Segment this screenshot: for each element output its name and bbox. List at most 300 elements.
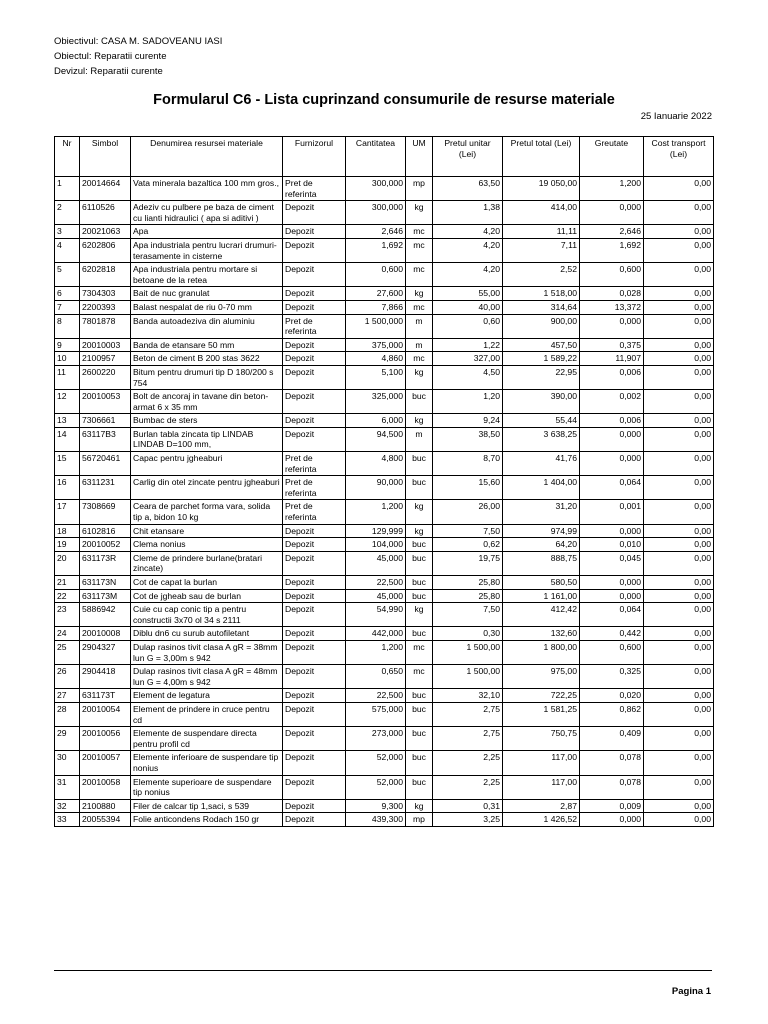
cell-furnizor: Pret de referinta — [283, 314, 346, 338]
table-row — [55, 287, 714, 301]
cell-pret-total: 117,00 — [503, 751, 580, 775]
table-row — [55, 665, 714, 689]
cell-um: buc — [406, 538, 433, 552]
cell-cantitate: 129,999 — [346, 524, 406, 538]
cell-cost-transport: 0,00 — [644, 427, 714, 451]
cell-denumire: Element de legatura — [131, 689, 283, 703]
cell-nr: 31 — [55, 775, 80, 799]
cell-cantitate: 22,500 — [346, 576, 406, 590]
cell-denumire: Balast nespalat de riu 0-70 mm — [131, 300, 283, 314]
cell-um: kg — [406, 603, 433, 627]
cell-um: buc — [406, 589, 433, 603]
cell-greutate: 2,646 — [580, 225, 644, 239]
col-simbol: Simbol — [80, 137, 131, 177]
cell-furnizor: Pret de referinta — [283, 177, 346, 201]
cell-nr: 14 — [55, 427, 80, 451]
cell-nr: 22 — [55, 589, 80, 603]
cell-pret-total: 22,95 — [503, 365, 580, 389]
table-row — [55, 799, 714, 813]
cell-pret-unitar: 3,25 — [433, 813, 503, 827]
cell-denumire: Elemente superioare de suspendare tip nonius — [131, 775, 283, 799]
cell-nr: 5 — [55, 263, 80, 287]
cell-cantitate: 4,800 — [346, 452, 406, 476]
cell-cost-transport: 0,00 — [644, 287, 714, 301]
cell-cantitate: 22,500 — [346, 689, 406, 703]
cell-nr: 13 — [55, 414, 80, 428]
cell-cantitate: 575,000 — [346, 702, 406, 726]
cell-furnizor: Depozit — [283, 263, 346, 287]
cell-denumire: Apa industriala pentru lucrari drumuri-terasamente in cisterne — [131, 238, 283, 262]
table-row — [55, 365, 714, 389]
cell-cantitate: 2,646 — [346, 225, 406, 239]
cell-greutate: 0,409 — [580, 727, 644, 751]
cell-cantitate: 300,000 — [346, 201, 406, 225]
cell-greutate: 0,078 — [580, 775, 644, 799]
cell-simbol: 2600220 — [80, 365, 131, 389]
cell-furnizor: Depozit — [283, 427, 346, 451]
cell-nr: 7 — [55, 300, 80, 314]
cell-greutate: 0,000 — [580, 524, 644, 538]
cell-pret-total: 2,87 — [503, 799, 580, 813]
cell-greutate: 1,200 — [580, 177, 644, 201]
cell-pret-unitar: 0,31 — [433, 799, 503, 813]
table-row — [55, 538, 714, 552]
cell-denumire: Apa — [131, 225, 283, 239]
cell-denumire: Element de prindere in cruce pentru cd — [131, 702, 283, 726]
cell-pret-unitar: 1,22 — [433, 338, 503, 352]
cell-simbol: 631173N — [80, 576, 131, 590]
cell-pret-unitar: 32,10 — [433, 689, 503, 703]
cell-furnizor: Pret de referinta — [283, 500, 346, 524]
cell-greutate: 0,028 — [580, 287, 644, 301]
cell-cost-transport: 0,00 — [644, 603, 714, 627]
cell-denumire: Dulap rasinos tivit clasa A gR = 48mm lun G = 4,00m s 942 — [131, 665, 283, 689]
cell-pret-total: 1 404,00 — [503, 476, 580, 500]
cell-greutate: 0,375 — [580, 338, 644, 352]
cell-simbol: 6202818 — [80, 263, 131, 287]
col-cost-transport: Cost transport (Lei) — [644, 137, 714, 177]
cell-furnizor: Depozit — [283, 799, 346, 813]
cell-um: m — [406, 314, 433, 338]
cell-pret-total: 64,20 — [503, 538, 580, 552]
cell-um: mp — [406, 177, 433, 201]
cell-um: buc — [406, 551, 433, 575]
cell-pret-unitar: 9,24 — [433, 414, 503, 428]
cell-pret-total: 31,20 — [503, 500, 580, 524]
cell-pret-unitar: 0,30 — [433, 627, 503, 641]
cell-simbol: 2904418 — [80, 665, 131, 689]
cell-cantitate: 439,300 — [346, 813, 406, 827]
cell-nr: 12 — [55, 390, 80, 414]
cell-greutate: 0,006 — [580, 414, 644, 428]
cell-pret-total: 390,00 — [503, 390, 580, 414]
cell-pret-total: 3 638,25 — [503, 427, 580, 451]
table-row — [55, 551, 714, 575]
cell-cost-transport: 0,00 — [644, 576, 714, 590]
table-row — [55, 452, 714, 476]
cell-simbol: 5886942 — [80, 603, 131, 627]
cell-um: m — [406, 338, 433, 352]
cell-cantitate: 7,866 — [346, 300, 406, 314]
document-date: 25 Ianuarie 2022 — [640, 111, 712, 122]
cell-greutate: 0,862 — [580, 702, 644, 726]
table-row — [55, 727, 714, 751]
cell-greutate: 0,000 — [580, 589, 644, 603]
cell-furnizor: Pret de referinta — [283, 452, 346, 476]
table-row — [55, 338, 714, 352]
cell-denumire: Elemente inferioare de suspendare tip nonius — [131, 751, 283, 775]
cell-nr: 15 — [55, 452, 80, 476]
cell-pret-unitar: 2,75 — [433, 727, 503, 751]
cell-cantitate: 442,000 — [346, 627, 406, 641]
cell-greutate: 0,600 — [580, 263, 644, 287]
cell-um: kg — [406, 524, 433, 538]
page-number: Pagina 1 — [671, 986, 711, 997]
cell-simbol: 20010052 — [80, 538, 131, 552]
cell-simbol: 6110526 — [80, 201, 131, 225]
col-denumire: Denumirea resursei materiale — [131, 137, 283, 177]
cell-cost-transport: 0,00 — [644, 500, 714, 524]
cell-furnizor: Depozit — [283, 603, 346, 627]
cell-um: buc — [406, 627, 433, 641]
cell-pret-total: 132,60 — [503, 627, 580, 641]
cell-nr: 26 — [55, 665, 80, 689]
cell-cantitate: 9,300 — [346, 799, 406, 813]
cell-cost-transport: 0,00 — [644, 702, 714, 726]
cell-pret-total: 1 426,52 — [503, 813, 580, 827]
cell-nr: 3 — [55, 225, 80, 239]
cell-cantitate: 45,000 — [346, 551, 406, 575]
cell-cantitate: 1,200 — [346, 640, 406, 664]
footer-divider — [54, 970, 712, 971]
cell-pret-total: 1 581,25 — [503, 702, 580, 726]
cell-um: buc — [406, 452, 433, 476]
cell-pret-unitar: 2,25 — [433, 751, 503, 775]
col-greutate: Greutate — [580, 137, 644, 177]
cell-greutate: 0,600 — [580, 640, 644, 664]
cell-pret-total: 900,00 — [503, 314, 580, 338]
cell-um: kg — [406, 500, 433, 524]
cell-pret-unitar: 19,75 — [433, 551, 503, 575]
col-pret-unitar: Pretul unitar (Lei) — [433, 137, 503, 177]
cell-pret-total: 1 589,22 — [503, 352, 580, 366]
table-row — [55, 390, 714, 414]
cell-pret-total: 580,50 — [503, 576, 580, 590]
table-row — [55, 352, 714, 366]
cell-nr: 2 — [55, 201, 80, 225]
cell-pret-unitar: 327,00 — [433, 352, 503, 366]
cell-pret-unitar: 1,38 — [433, 201, 503, 225]
cell-simbol: 20010003 — [80, 338, 131, 352]
cell-denumire: Apa industriala pentru mortare si betoane de la retea — [131, 263, 283, 287]
table-row — [55, 640, 714, 664]
cell-cost-transport: 0,00 — [644, 799, 714, 813]
cell-pret-unitar: 4,50 — [433, 365, 503, 389]
cell-furnizor: Depozit — [283, 640, 346, 664]
table-row — [55, 500, 714, 524]
cell-cantitate: 375,000 — [346, 338, 406, 352]
cell-pret-total: 1 800,00 — [503, 640, 580, 664]
cell-greutate: 0,010 — [580, 538, 644, 552]
cell-furnizor: Depozit — [283, 538, 346, 552]
cell-nr: 30 — [55, 751, 80, 775]
cell-nr: 33 — [55, 813, 80, 827]
cell-cost-transport: 0,00 — [644, 352, 714, 366]
cell-simbol: 20055394 — [80, 813, 131, 827]
cell-pret-unitar: 15,60 — [433, 476, 503, 500]
cell-pret-unitar: 7,50 — [433, 603, 503, 627]
cell-denumire: Cuie cu cap conic tip a pentru constructii 3x70 ol 34 s 2111 — [131, 603, 283, 627]
table-row — [55, 201, 714, 225]
cell-pret-unitar: 63,50 — [433, 177, 503, 201]
cell-pret-total: 55,44 — [503, 414, 580, 428]
cell-denumire: Banda de etansare 50 mm — [131, 338, 283, 352]
cell-pret-total: 722,25 — [503, 689, 580, 703]
cell-pret-unitar: 40,00 — [433, 300, 503, 314]
table-row — [55, 314, 714, 338]
col-um: UM — [406, 137, 433, 177]
cell-pret-unitar: 0,60 — [433, 314, 503, 338]
cell-nr: 4 — [55, 238, 80, 262]
cell-um: mc — [406, 665, 433, 689]
cell-cantitate: 52,000 — [346, 775, 406, 799]
cell-furnizor: Depozit — [283, 665, 346, 689]
cell-greutate: 0,064 — [580, 476, 644, 500]
cell-cantitate: 5,100 — [346, 365, 406, 389]
cell-simbol: 2100957 — [80, 352, 131, 366]
table-row — [55, 702, 714, 726]
cell-cost-transport: 0,00 — [644, 689, 714, 703]
cell-pret-total: 11,11 — [503, 225, 580, 239]
cell-nr: 21 — [55, 576, 80, 590]
cell-nr: 11 — [55, 365, 80, 389]
cell-simbol: 631173M — [80, 589, 131, 603]
cell-pret-unitar: 0,62 — [433, 538, 503, 552]
cell-cantitate: 0,650 — [346, 665, 406, 689]
cell-nr: 27 — [55, 689, 80, 703]
cell-cost-transport: 0,00 — [644, 640, 714, 664]
cell-nr: 1 — [55, 177, 80, 201]
document-title: Formularul C6 - Lista cuprinzand consumurile de resurse materiale — [153, 92, 615, 108]
cell-furnizor: Depozit — [283, 576, 346, 590]
cell-furnizor: Depozit — [283, 390, 346, 414]
table-row — [55, 775, 714, 799]
cell-cost-transport: 0,00 — [644, 452, 714, 476]
table-row — [55, 576, 714, 590]
cell-um: m — [406, 427, 433, 451]
cell-nr: 19 — [55, 538, 80, 552]
cell-simbol: 20010053 — [80, 390, 131, 414]
cell-cost-transport: 0,00 — [644, 238, 714, 262]
col-nr: Nr — [55, 137, 80, 177]
cell-pret-unitar: 25,80 — [433, 576, 503, 590]
cell-um: buc — [406, 751, 433, 775]
cell-um: mc — [406, 238, 433, 262]
cell-pret-total: 1 161,00 — [503, 589, 580, 603]
cell-cost-transport: 0,00 — [644, 225, 714, 239]
cell-greutate: 0,002 — [580, 390, 644, 414]
cell-cost-transport: 0,00 — [644, 751, 714, 775]
cell-cost-transport: 0,00 — [644, 476, 714, 500]
cell-cost-transport: 0,00 — [644, 300, 714, 314]
cell-cantitate: 54,990 — [346, 603, 406, 627]
cell-denumire: Filer de calcar tip 1,saci, s 539 — [131, 799, 283, 813]
cell-pret-total: 19 050,00 — [503, 177, 580, 201]
cell-nr: 28 — [55, 702, 80, 726]
cell-furnizor: Depozit — [283, 627, 346, 641]
cell-cantitate: 27,600 — [346, 287, 406, 301]
cell-greutate: 0,000 — [580, 452, 644, 476]
cell-cantitate: 1,692 — [346, 238, 406, 262]
table-row — [55, 589, 714, 603]
col-cantitate: Cantitatea — [346, 137, 406, 177]
cell-pret-unitar: 25,80 — [433, 589, 503, 603]
cell-cost-transport: 0,00 — [644, 314, 714, 338]
cell-simbol: 631173R — [80, 551, 131, 575]
cell-nr: 8 — [55, 314, 80, 338]
cell-pret-unitar: 2,75 — [433, 702, 503, 726]
cell-simbol: 7308669 — [80, 500, 131, 524]
resources-table — [54, 136, 714, 827]
cell-um: mc — [406, 225, 433, 239]
cell-cantitate: 52,000 — [346, 751, 406, 775]
cell-pret-total: 7,11 — [503, 238, 580, 262]
cell-greutate: 11,907 — [580, 352, 644, 366]
cell-greutate: 0,325 — [580, 665, 644, 689]
cell-cantitate: 300,000 — [346, 177, 406, 201]
cell-cantitate: 4,860 — [346, 352, 406, 366]
cell-pret-total: 750,75 — [503, 727, 580, 751]
cell-greutate: 0,000 — [580, 427, 644, 451]
cell-cantitate: 45,000 — [346, 589, 406, 603]
cell-nr: 10 — [55, 352, 80, 366]
cell-cost-transport: 0,00 — [644, 201, 714, 225]
cell-pret-unitar: 7,50 — [433, 524, 503, 538]
cell-greutate: 0,000 — [580, 576, 644, 590]
cell-pret-total: 1 518,00 — [503, 287, 580, 301]
cell-um: kg — [406, 201, 433, 225]
cell-greutate: 0,000 — [580, 813, 644, 827]
cell-cost-transport: 0,00 — [644, 589, 714, 603]
cell-pret-unitar: 4,20 — [433, 263, 503, 287]
cell-nr: 17 — [55, 500, 80, 524]
header-deviz: Devizul: Reparatii curente — [54, 66, 163, 77]
cell-denumire: Vata minerala bazaltica 100 mm gros., — [131, 177, 283, 201]
cell-nr: 29 — [55, 727, 80, 751]
col-furnizor: Furnizorul — [283, 137, 346, 177]
cell-simbol: 20010056 — [80, 727, 131, 751]
cell-cost-transport: 0,00 — [644, 177, 714, 201]
table-row — [55, 427, 714, 451]
cell-cost-transport: 0,00 — [644, 524, 714, 538]
cell-denumire: Diblu dn6 cu surub autofiletant — [131, 627, 283, 641]
cell-um: buc — [406, 775, 433, 799]
table-row — [55, 238, 714, 262]
table-row — [55, 689, 714, 703]
cell-pret-total: 974,99 — [503, 524, 580, 538]
cell-furnizor: Depozit — [283, 300, 346, 314]
cell-cost-transport: 0,00 — [644, 813, 714, 827]
cell-greutate: 1,692 — [580, 238, 644, 262]
table-row — [55, 177, 714, 201]
cell-denumire: Clema nonius — [131, 538, 283, 552]
cell-um: mc — [406, 300, 433, 314]
cell-simbol: 20010054 — [80, 702, 131, 726]
cell-um: buc — [406, 689, 433, 703]
cell-denumire: Carlig din otel zincate pentru jgheaburi — [131, 476, 283, 500]
cell-simbol: 2100880 — [80, 799, 131, 813]
cell-furnizor: Depozit — [283, 338, 346, 352]
cell-greutate: 0,006 — [580, 365, 644, 389]
cell-furnizor: Depozit — [283, 702, 346, 726]
cell-cost-transport: 0,00 — [644, 727, 714, 751]
cell-furnizor: Depozit — [283, 751, 346, 775]
cell-nr: 24 — [55, 627, 80, 641]
cell-greutate: 0,078 — [580, 751, 644, 775]
cell-pret-total: 117,00 — [503, 775, 580, 799]
cell-denumire: Cot de jgheab sau de burlan — [131, 589, 283, 603]
cell-um: kg — [406, 365, 433, 389]
cell-um: buc — [406, 576, 433, 590]
cell-greutate: 0,064 — [580, 603, 644, 627]
cell-simbol: 20010057 — [80, 751, 131, 775]
cell-furnizor: Depozit — [283, 727, 346, 751]
cell-cost-transport: 0,00 — [644, 665, 714, 689]
cell-denumire: Bitum pentru drumuri tip D 180/200 s 754 — [131, 365, 283, 389]
cell-cost-transport: 0,00 — [644, 551, 714, 575]
cell-pret-unitar: 2,25 — [433, 775, 503, 799]
cell-greutate: 0,045 — [580, 551, 644, 575]
cell-simbol: 6202806 — [80, 238, 131, 262]
cell-denumire: Banda autoadeziva din aluminiu — [131, 314, 283, 338]
cell-um: mc — [406, 640, 433, 664]
cell-um: buc — [406, 476, 433, 500]
cell-cost-transport: 0,00 — [644, 414, 714, 428]
cell-simbol: 6102816 — [80, 524, 131, 538]
table-row — [55, 263, 714, 287]
cell-simbol: 63117B3 — [80, 427, 131, 451]
table-header-row — [55, 137, 714, 177]
cell-simbol: 2904327 — [80, 640, 131, 664]
cell-nr: 9 — [55, 338, 80, 352]
cell-denumire: Dulap rasinos tivit clasa A gR = 38mm lun G = 3,00m s 942 — [131, 640, 283, 664]
table-row — [55, 524, 714, 538]
table-row — [55, 225, 714, 239]
cell-nr: 6 — [55, 287, 80, 301]
cell-cost-transport: 0,00 — [644, 627, 714, 641]
cell-pret-unitar: 8,70 — [433, 452, 503, 476]
cell-um: buc — [406, 727, 433, 751]
cell-greutate: 0,020 — [580, 689, 644, 703]
cell-pret-total: 314,64 — [503, 300, 580, 314]
cell-furnizor: Depozit — [283, 225, 346, 239]
cell-simbol: 20021063 — [80, 225, 131, 239]
cell-furnizor: Depozit — [283, 524, 346, 538]
cell-cantitate: 273,000 — [346, 727, 406, 751]
cell-simbol: 631173T — [80, 689, 131, 703]
cell-furnizor: Depozit — [283, 414, 346, 428]
table-row — [55, 627, 714, 641]
cell-simbol: 20010008 — [80, 627, 131, 641]
cell-nr: 18 — [55, 524, 80, 538]
cell-furnizor: Depozit — [283, 775, 346, 799]
cell-furnizor: Depozit — [283, 813, 346, 827]
cell-nr: 25 — [55, 640, 80, 664]
cell-denumire: Folie anticondens Rodach 150 gr — [131, 813, 283, 827]
cell-pret-total: 2,52 — [503, 263, 580, 287]
header-obiectiv: Obiectivul: CASA M. SADOVEANU IASI — [54, 36, 223, 47]
cell-denumire: Elemente de suspendare directa pentru profil cd — [131, 727, 283, 751]
